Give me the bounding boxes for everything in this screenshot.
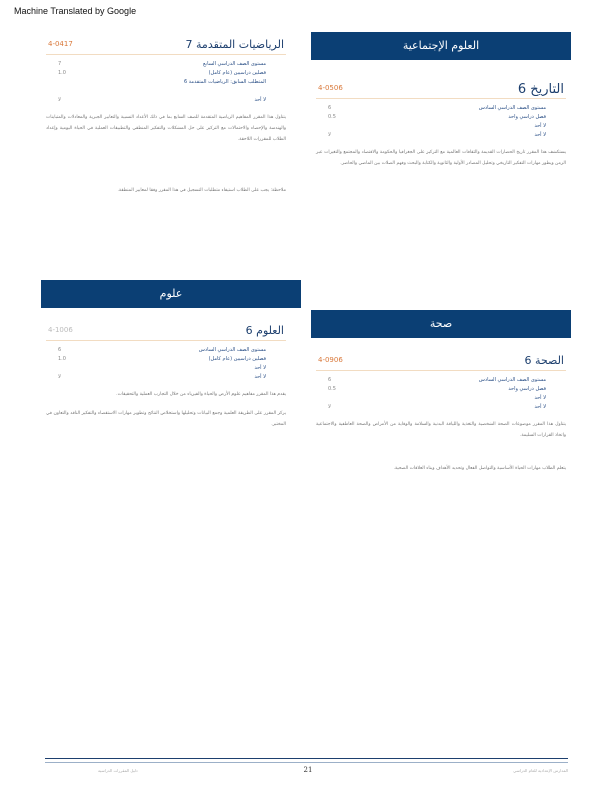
course-description-continued: يركز المقرر على الطريقة العلمية وجمع البيانات وتحليلها واستخلاص النتائج وتطوير مهارات الاستقصاء والتفكير الناقد والتعاون في المختبر. [46,411,286,427]
footer-rule-secondary [45,762,568,763]
course-code: 4-0506 [318,84,343,92]
detail-row: مستوى الصف الدراسي السادس 6 [328,377,546,383]
course-details [46,61,286,106]
course-note: ملاحظة: يجب على الطلاب استيفاء متطلبات التسجيل في هذا المقرر وفقا لمعايير المنطقة. [117,188,286,193]
banner-health: صحة [311,310,571,338]
course-title: العلوم 6 [245,324,284,337]
page-number: 21 [303,766,313,774]
banner-social-studies: العلوم الإجتماعية [311,32,571,60]
course-details [316,377,566,413]
course-code: 4-0906 [318,356,343,364]
course-card-science [46,324,286,430]
course-header [316,354,566,371]
footer-left-text: دليل المقررات الدراسية [98,768,138,773]
detail-row: فصلين دراسيين (عام كامل) 1.0 [58,356,266,362]
footer-rule [45,758,568,759]
course-header [46,38,286,55]
course-details [46,347,286,383]
course-card-history [316,82,566,169]
course-description: يستكشف هذا المقرر تاريخ الحضارات القديمة والثقافات العالمية مع التركيز على الجغرافيا والحكومة والاقتصاد والمجتمع والتغيرات عبر الزمن ويطور مهارات التفكير التاريخي وتحليل المصادر الأولية والثانوية والكتابة والبحث وفهم الصلات بين الماضي والحاضر. [316,150,566,166]
course-header [46,324,286,341]
course-description: يتناول هذا المقرر موضوعات الصحة الشخصية والتغذية واللياقة البدنية والسلامة والوقاية من الأمراض والصحة العاطفية والاجتماعية واتخاذ القرارات السليمة. [316,422,566,438]
detail-row: مستوى الصف الدراسي السابع 7 [58,61,266,67]
detail-row: لا أحد [534,395,546,401]
course-description-continued: يتعلم الطلاب مهارات الحياة الأساسية والتواصل الفعال وتحديد الأهداف وبناء العلاقات الصحية. [393,466,566,471]
watermark: Machine Translated by Google [14,6,137,16]
banner-science: علوم [41,280,301,308]
course-title: الصحة 6 [524,354,564,367]
course-description: يقدم هذا المقرر مفاهيم علوم الأرض والحياة والفيزياء من خلال التجارب العملية والتحقيقات. [116,392,286,397]
course-card-health [316,354,566,474]
detail-row: فصل دراسي واحد 0.5 [328,386,546,392]
detail-row: لا أحد لا [328,132,546,138]
course-details [316,105,566,141]
detail-row: لا أحد [534,123,546,129]
course-description: يتناول هذا المقرر المفاهيم الرياضية المتقدمة للصف السابع بما في ذلك الأعداد النسبية والتعابير الجبرية والمعادلات والمتباينات والهندسة والإحصاء والاحتمالات مع التركيز على حل المشكلات والتفكير المنطقي والتطبيقات العملية في الحياة اليومية وإعداد الطلاب للمقررات اللاحقة. [46,115,286,142]
detail-row: لا أحد لا [58,97,266,103]
course-code: 4-0417 [48,40,73,48]
course-card-math [46,38,286,196]
footer-right-text: المدارس الإعدادية للعام الدراسي [513,768,568,773]
course-header [316,82,566,99]
detail-row: فصل دراسي واحد 0.5 [328,114,546,120]
detail-row: مستوى الصف الدراسي السادس 6 [58,347,266,353]
detail-row: مستوى الصف الدراسي السادس 6 [328,105,546,111]
detail-row: المتطلب السابق: الرياضيات المتقدمة 6 [183,79,266,85]
detail-row: لا أحد لا [58,374,266,380]
course-title: الرياضيات المتقدمة 7 [185,38,284,51]
detail-row: لا أحد [254,365,266,371]
detail-row: فصلين دراسيين (عام كامل) 1.0 [58,70,266,76]
course-code: 4-1006 [48,326,73,334]
detail-row [46,88,286,97]
detail-row: لا أحد لا [328,404,546,410]
course-title: التاريخ 6 [517,82,564,97]
